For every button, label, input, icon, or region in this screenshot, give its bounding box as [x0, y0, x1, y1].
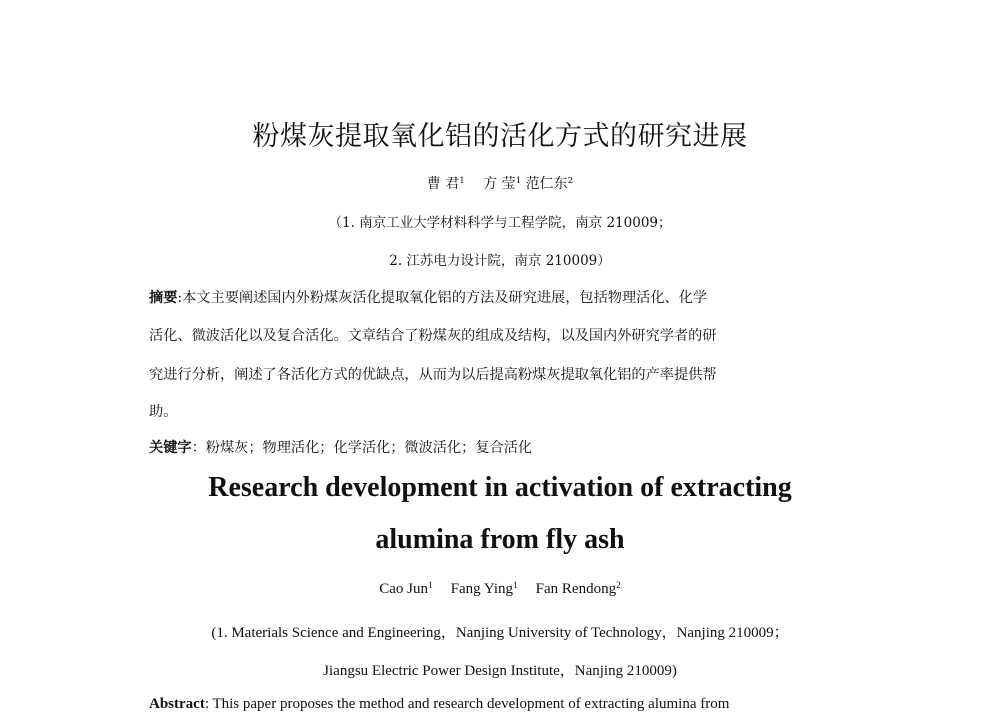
- keywords-text: ：粉煤灰；物理活化；化学活化；微波活化；复合活化: [191, 440, 533, 456]
- abstract-text: :本文主要阐述国内外粉煤灰活化提取氧化铝的方法及研究进展，包括物理活化、化学: [177, 290, 708, 306]
- author-affiliation-marker: 1: [427, 580, 433, 591]
- chinese-title: 粉煤灰提取氧化铝的活化方式的研究进展: [252, 121, 748, 152]
- english-affiliation-2: Jiangsu Electric Power Design Institute，Nanjing 210009): [323, 663, 677, 679]
- english-authors: [0, 581, 1000, 598]
- abstract-label: 摘要: [149, 290, 178, 306]
- english-title-line-2: alumina from fly ash: [375, 524, 625, 555]
- abstract-label: Abstract: [149, 696, 205, 712]
- keywords-label: 关键字: [149, 440, 192, 456]
- chinese-abstract-line: 助。: [149, 404, 178, 420]
- chinese-keywords: [149, 437, 532, 457]
- author-name: Fang Ying: [450, 581, 514, 597]
- chinese-authors: [0, 173, 1000, 193]
- author-name: 范仁东: [525, 176, 568, 192]
- author-name: Cao Jun: [379, 581, 428, 597]
- english-affiliation-1: (1. Materials Science and Engineering，Nanjing University of Technology，Nanjing 210009；: [211, 625, 789, 641]
- english-title-line-1: Research development in activation of extracting: [208, 472, 792, 503]
- author-name: 方 莹: [483, 176, 516, 192]
- english-abstract-line: [149, 696, 729, 713]
- chinese-affiliation-1: （1. 南京工业大学材料科学与工程学院，南京 210009；: [328, 215, 672, 231]
- chinese-affiliation-2: 2. 江苏电力设计院，南京 210009）: [389, 253, 611, 269]
- chinese-abstract-line: 活化、微波活化以及复合活化。文章结合了粉煤灰的组成及结构，以及国内外研究学者的研: [149, 328, 717, 344]
- abstract-text: : This paper proposes the method and research development of extracting alumina from: [204, 696, 730, 712]
- author-name: 曹 君: [426, 176, 460, 192]
- author-affiliation-marker: 2: [616, 580, 621, 591]
- author-affiliation-marker: 2: [567, 176, 574, 187]
- author-affiliation-marker: 1: [515, 176, 522, 187]
- chinese-abstract-line: [149, 287, 707, 307]
- author-name: Fan Rendong: [535, 581, 617, 597]
- author-affiliation-marker: 1: [459, 176, 465, 187]
- author-affiliation-marker: 1: [513, 580, 518, 591]
- chinese-abstract-line: 究进行分析，阐述了各活化方式的优缺点，从而为以后提高粉煤灰提取氧化铝的产率提供帮: [149, 367, 717, 383]
